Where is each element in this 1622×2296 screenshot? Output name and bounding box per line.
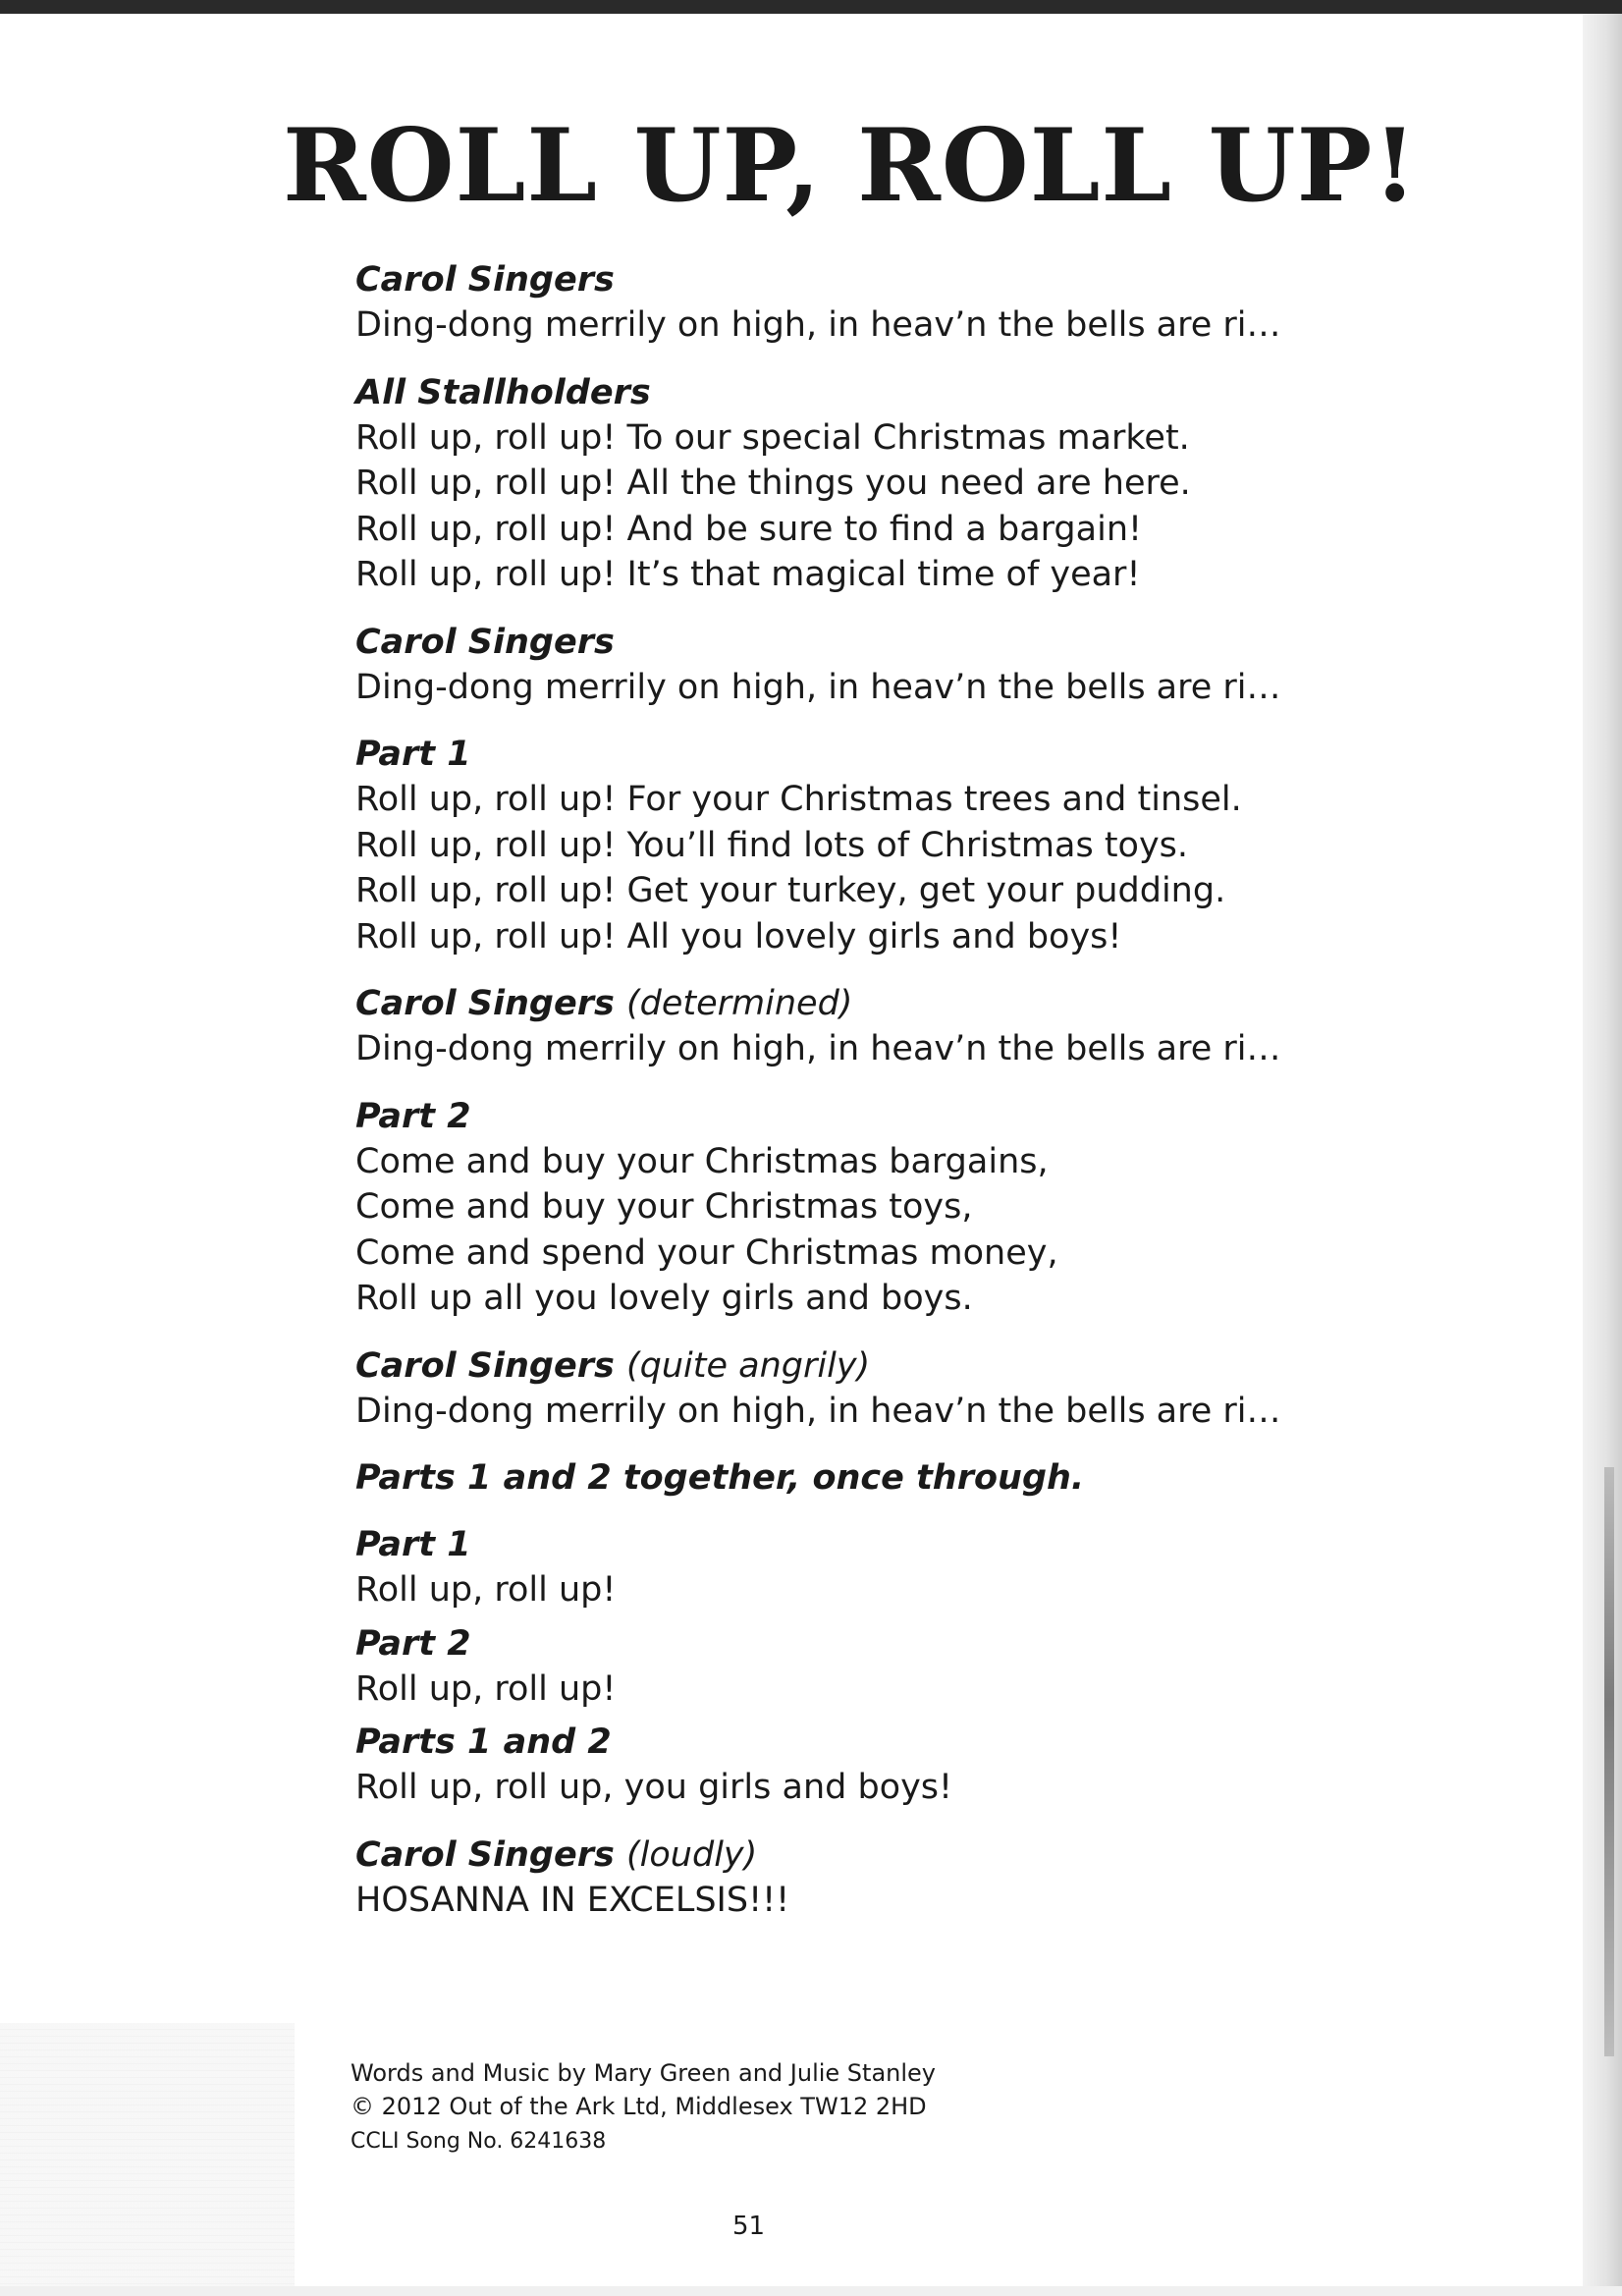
stage-direction: (quite angrily) bbox=[626, 1345, 871, 1386]
speaker-label: Part 1 bbox=[355, 735, 471, 774]
scan-top-edge bbox=[0, 0, 1622, 14]
lyric-line: Roll up, roll up! bbox=[355, 1570, 617, 1610]
lyric-block bbox=[355, 1094, 1337, 1322]
speaker-label: Part 1 bbox=[355, 1525, 471, 1564]
credits-copyright: © 2012 Out of the Ark Ltd, Middlesex TW12 2HD bbox=[351, 2093, 927, 2120]
scan-right-edge bbox=[1583, 14, 1622, 2296]
credits-ccli: CCLI Song No. 6241638 bbox=[351, 2129, 607, 2154]
lyrics bbox=[355, 257, 1337, 1944]
lyric-block bbox=[355, 1720, 1337, 1811]
lyric-block bbox=[355, 732, 1337, 959]
lyric-line: Roll up, roll up! And be sure to find a bargain! bbox=[355, 509, 1143, 549]
lyric-block bbox=[355, 1522, 1337, 1613]
lyric-block bbox=[355, 370, 1337, 598]
lyric-block bbox=[355, 257, 1337, 349]
lyric-block bbox=[355, 981, 1337, 1072]
lyric-line: Roll up, roll up, you girls and boys! bbox=[355, 1768, 953, 1807]
lyric-block bbox=[355, 620, 1337, 711]
lyric-line: Ding-dong merrily on high, in heav’n the bells are ri… bbox=[355, 667, 1281, 707]
speaker-label: Carol Singers (quite angrily) bbox=[355, 1345, 871, 1386]
stage-direction: (determined) bbox=[626, 984, 853, 1023]
lyric-line: Roll up, roll up! To our special Christmas market. bbox=[355, 417, 1190, 458]
lyric-line: Roll up, roll up! For your Christmas trees and tinsel. bbox=[355, 780, 1242, 819]
lyric-line: Ding-dong merrily on high, in heav’n the bells are ri… bbox=[355, 1391, 1281, 1431]
lyric-line: Ding-dong merrily on high, in heav’n the bells are ri… bbox=[355, 305, 1281, 345]
scan-bottom-edge bbox=[0, 2286, 1622, 2296]
lyric-line: HOSANNA IN EXCELSIS!!! bbox=[355, 1880, 790, 1920]
speaker-label: Parts 1 and 2 bbox=[355, 1722, 612, 1762]
scan-left-fold bbox=[0, 2023, 295, 2288]
lyric-line: Roll up, roll up! You’ll find lots of Christmas toys. bbox=[355, 825, 1189, 865]
lyric-line: Roll up, roll up! It’s that magical time of year! bbox=[355, 555, 1141, 594]
instruction-label: Parts 1 and 2 together, once through. bbox=[355, 1458, 1085, 1498]
lyric-line: Roll up, roll up! Get your turkey, get your pudding. bbox=[355, 871, 1226, 910]
speaker-label: Carol Singers (determined) bbox=[355, 984, 853, 1023]
speaker-label: Carol Singers bbox=[355, 622, 615, 662]
stage-direction: (loudly) bbox=[626, 1834, 758, 1875]
speaker-label: Part 2 bbox=[355, 1096, 471, 1136]
lyric-block bbox=[355, 1343, 1337, 1435]
lyric-line: Come and spend your Christmas money, bbox=[355, 1232, 1058, 1273]
lyric-line: Come and buy your Christmas bargains, bbox=[355, 1141, 1049, 1181]
lyric-line: Ding-dong merrily on high, in heav’n the bells are ri… bbox=[355, 1029, 1281, 1068]
speaker-label: Part 2 bbox=[355, 1623, 471, 1664]
speaker-label: Carol Singers (loudly) bbox=[355, 1834, 758, 1875]
lyric-line: Roll up, roll up! bbox=[355, 1668, 617, 1709]
lyric-line: Roll up, roll up! All the things you need are here. bbox=[355, 464, 1191, 503]
lyric-line: Roll up, roll up! All you lovely girls and boys! bbox=[355, 916, 1122, 957]
speaker-label: All Stallholders bbox=[355, 372, 651, 412]
song-credits bbox=[351, 2056, 936, 2159]
lyric-block bbox=[355, 1621, 1337, 1713]
lyric-line: Come and buy your Christmas toys, bbox=[355, 1187, 973, 1227]
lyric-line: Roll up all you lovely girls and boys. bbox=[355, 1279, 973, 1318]
credits-authors: Words and Music by Mary Green and Julie Stanley bbox=[351, 2059, 937, 2087]
lyric-block bbox=[355, 1455, 1337, 1501]
speaker-label: Carol Singers bbox=[355, 260, 615, 300]
lyric-block bbox=[355, 1832, 1337, 1924]
page-number: 51 bbox=[732, 2212, 766, 2241]
song-title: ROLL UP, ROLL UP! bbox=[283, 107, 1419, 225]
